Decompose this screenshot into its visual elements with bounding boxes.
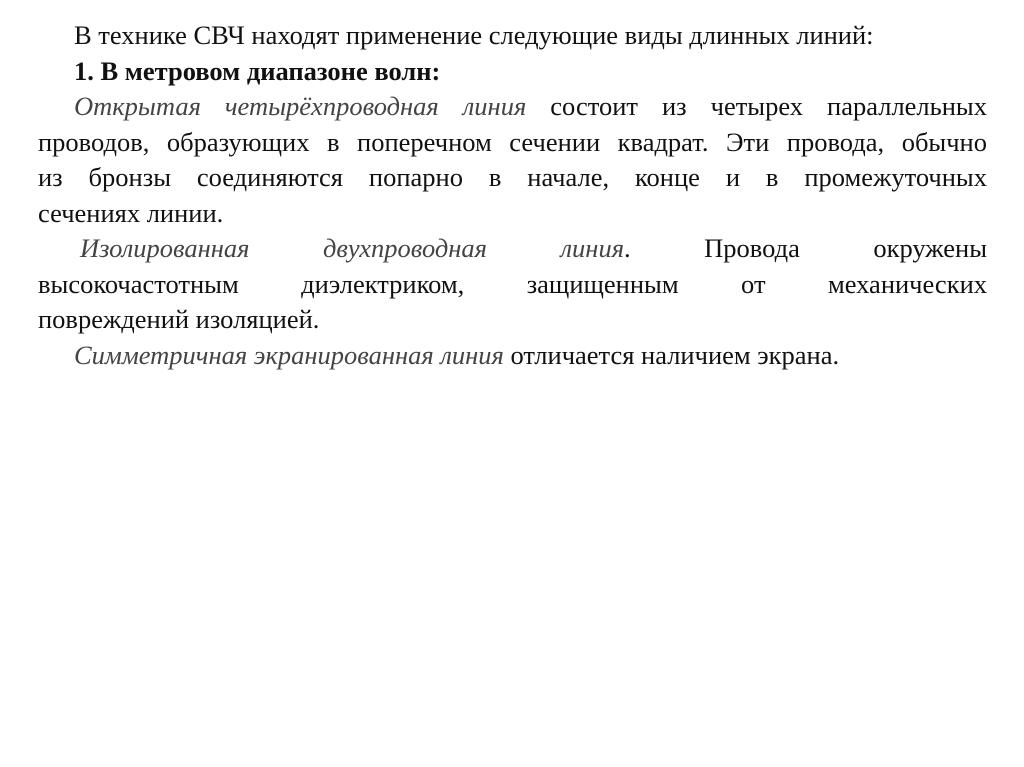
para1-line1-rest: состоит из четырех параллельных: [526, 91, 987, 121]
para2-line1: [38, 231, 987, 267]
para1-line4-text: сечениях линии.: [38, 197, 224, 228]
intro-line: [38, 18, 987, 54]
section-heading: [38, 54, 987, 90]
para1-line3-text: из бронзы соединяются попарно в начале, конце и в промежуточных: [38, 162, 987, 192]
para2-line2-text: высокочастотным диэлектриком, защищенным от механических: [38, 268, 987, 299]
para2-line3: [38, 302, 987, 338]
para3-term: Симметричная экранированная линия: [74, 339, 504, 370]
intro-text: В технике СВЧ находят применение следующие виды длинных линий:: [74, 20, 874, 50]
text-block: [38, 18, 987, 373]
para3-rest: отличается наличием экрана.: [503, 339, 840, 370]
para1-line4: [38, 196, 987, 232]
para2-term: Изолированная двухпроводная линия: [80, 233, 625, 263]
para2-line2: [38, 267, 987, 303]
para3-line1: [38, 338, 987, 374]
para2-line3-text: повреждений изоляцией.: [38, 304, 320, 334]
section-heading-text: 1. В метровом диапазоне волн:: [74, 55, 441, 86]
para1-line1: [38, 89, 987, 125]
para1-line3: [38, 160, 987, 196]
para1-line2-text: проводов, образующих в поперечном сечении квадрат. Эти провода, обычно: [38, 126, 987, 157]
para2-line1-rest: . Провода окружены: [624, 233, 987, 263]
para1-term: Открытая четырёхпроводная линия: [74, 91, 527, 121]
para1-line2: [38, 125, 987, 161]
